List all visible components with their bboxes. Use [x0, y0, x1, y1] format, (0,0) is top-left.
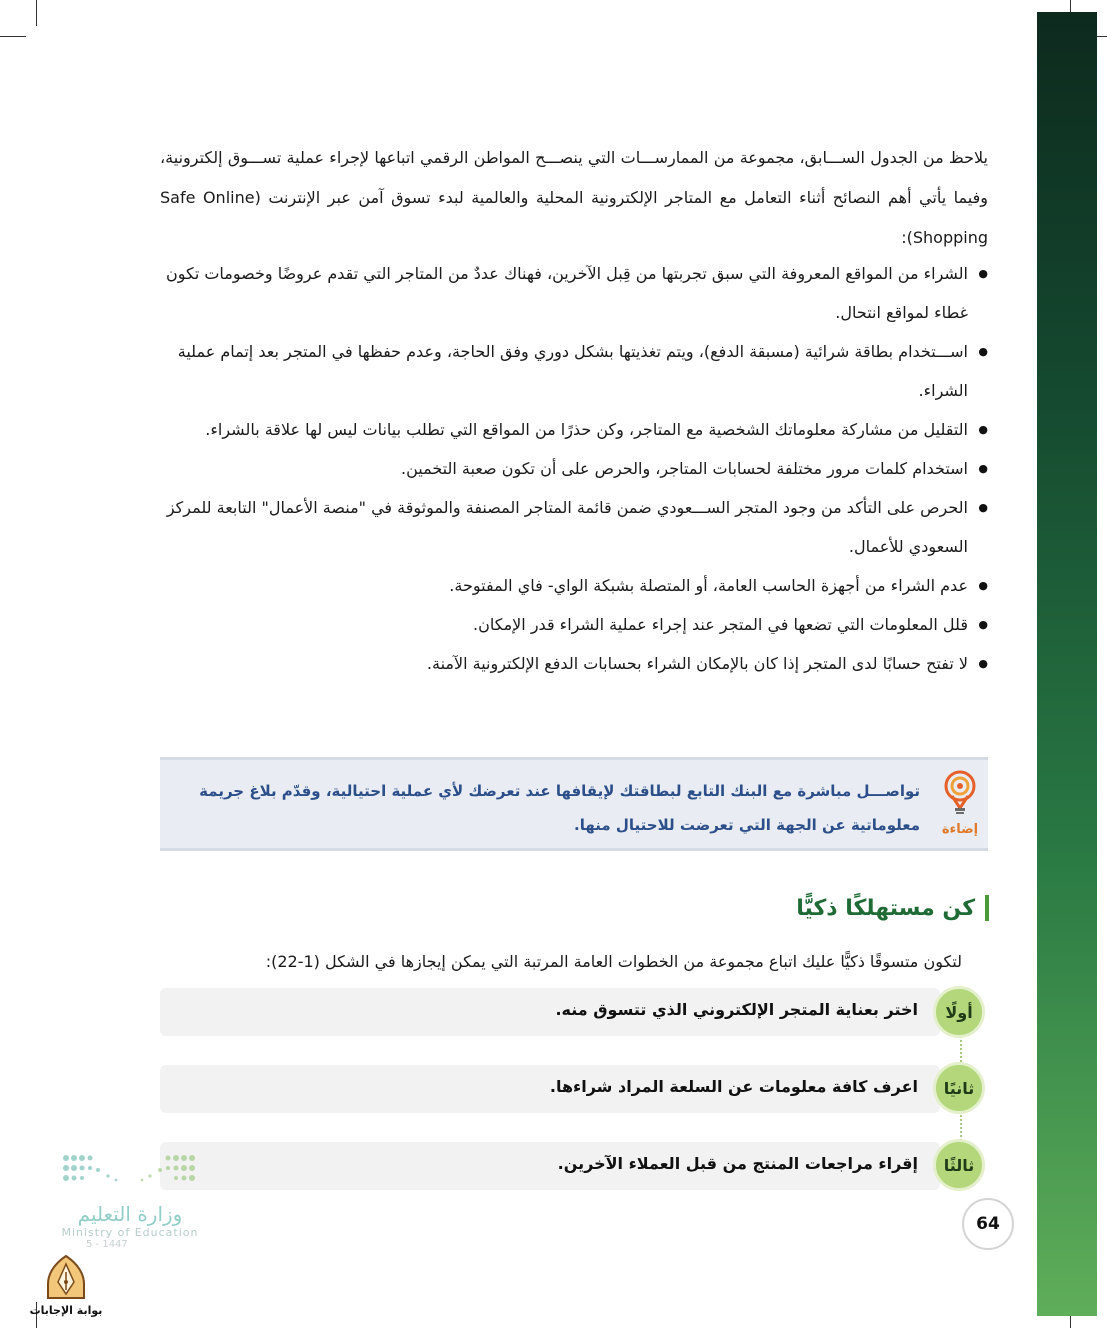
note-text: تواصـــل مباشرة مع البنك التابع لبطاقتك لإيقافها عند تعرضك لأي عملية احتيالية، وقدّم بلاغ جريمة معلوماتية عن الجهة التي تعرضت للاحتيال منها. [199, 782, 920, 834]
crop-mark [0, 36, 26, 37]
section-title [796, 895, 989, 921]
lightbulb-icon [940, 770, 980, 820]
portal-label: بوابة الإجابات [29, 1304, 103, 1317]
step-row [160, 1065, 940, 1113]
step-text: إقراء مراجعات المنتج من قبل العملاء الآخرين. [557, 1154, 918, 1173]
pen-nib-icon [44, 1254, 88, 1300]
list-item: ● قلل المعلومات التي تضعها في المتجر عند إجراء عملية الشراء قدر الإمكان. [160, 605, 988, 644]
portal-watermark [28, 1254, 104, 1317]
title-marker [985, 895, 989, 921]
list-item: ● الشراء من المواقع المعروفة التي سبق تجربتها من قِبل الآخرين، فهناك عددٌ من المتاجر التي تقدم عروضًا وخصومات تكون غطاء لمواقع انتحال. [160, 254, 988, 332]
step-text: اعرف كافة معلومات عن السلعة المراد شراءها. [549, 1077, 918, 1096]
page-number: 64 [962, 1198, 1014, 1250]
list-item: ● اســـتخدام بطاقة شرائية (مسبقة الدفع)، ويتم تغذيتها بشكل دوري وفق الحاجة، وعدم حفظها في المتجر بعد إتمام عملية الشراء. [160, 332, 988, 410]
step-badge: ثالثًا [933, 1139, 985, 1191]
list-item: ● الحرص على التأكد من وجود المتجر الســـعودي ضمن قائمة المتاجر المصنفة والموثوقة في "منصة الأعمال" التابعة للمركز السعودي للأعمال. [160, 488, 988, 566]
step-badge: ثانيًا [933, 1062, 985, 1114]
ministry-dots-icon [60, 1150, 200, 1194]
list-item: ● لا تفتح حسابًا لدى المتجر إذا كان بالإمكان الشراء بحسابات الدفع الإلكترونية الآمنة. [160, 644, 988, 683]
crop-mark [36, 0, 37, 26]
ministry-year: 5 - 1447 [86, 1239, 128, 1250]
page-side-band [1037, 12, 1097, 1316]
intro-paragraph: يلاحظ من الجدول الســـابق، مجموعة من الممارســـات التي ينصـــح المواطن الرقمي اتباعها لإجراء عملية تســـوق إلكترونية، وفيما يأتي أهم النصائح أثناء التعامل مع المتاجر الإلكترونية المحلية والعالمية لبدء تسوق آمن عبر الإنترنت (Safe Online Shopping): [160, 148, 988, 247]
section-title-text: كن مستهلكًا ذكيًّا [796, 895, 975, 921]
list-item: ● استخدام كلمات مرور مختلفة لحسابات المتاجر، والحرص على أن تكون صعبة التخمين. [160, 449, 988, 488]
list-item: ● التقليل من مشاركة معلوماتك الشخصية مع المتاجر، وكن حذرًا من المواقع التي تطلب بيانات ليس لها علاقة بالشراء. [160, 410, 988, 449]
step-text: اختر بعناية المتجر الإلكتروني الذي تتسوق منه. [555, 1000, 918, 1019]
step-row [160, 988, 940, 1036]
section-intro: لتكون متسوقًا ذكيًّا عليك اتباع مجموعة من الخطوات العامة المرتبة التي يمكن إيجازها في الشكل (1-22): [265, 952, 962, 971]
step-badge: أولًا [933, 986, 985, 1038]
list-item: ● عدم الشراء من أجهزة الحاسب العامة، أو المتصلة بشبكة الواي- فاي المفتوحة. [160, 566, 988, 605]
step-row [160, 1142, 940, 1190]
note-box [160, 757, 988, 851]
ministry-logo [60, 1150, 200, 1250]
note-label: إضاءة [941, 822, 979, 837]
ministry-name-en: Ministry of Education [61, 1226, 199, 1239]
ministry-name-ar: وزارة التعليم [77, 1202, 183, 1226]
tips-list [160, 254, 988, 683]
